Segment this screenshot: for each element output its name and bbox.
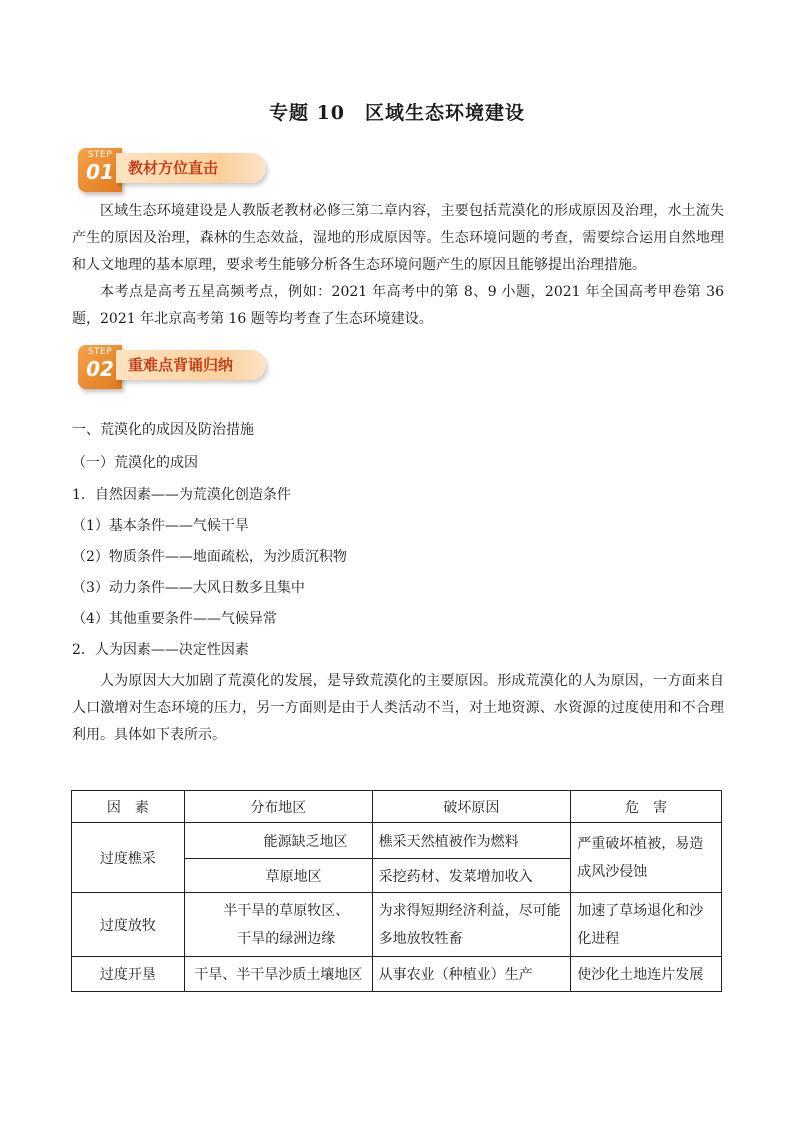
factor-cell: 过度放牧 [72,893,185,957]
step-number: 02 [86,357,114,381]
step-02-header [78,345,268,389]
column-header: 破坏原因 [372,791,571,823]
column-header: 危 害 [571,791,722,823]
factor-cell: 过度樵采 [72,823,185,893]
region-cell: 半干旱的草原牧区、干旱的绿洲边缘 [184,893,372,957]
step-heading: 教材方位直击 [128,159,219,177]
harm-cell: 严重破坏植被，易造成风沙侵蚀 [571,823,722,893]
table-row [72,893,722,957]
natural-factor-item: （1）基本条件——气候干旱 [72,518,249,534]
step-number: 01 [86,160,114,184]
harm-cell: 加速了草场退化和沙化进程 [571,893,722,957]
step-heading: 重难点背诵归纳 [128,356,234,374]
column-header: 分布地区 [184,791,372,823]
step-banner [116,350,266,380]
step-label: STEP [87,150,113,160]
natural-factors-heading: 1．自然因素——为荒漠化创造条件 [72,487,291,503]
cause-cell: 采挖药材、发菜增加收入 [372,859,571,893]
section-heading: 一、荒漠化的成因及防治措施 [72,422,254,438]
human-factors-heading: 2．人为因素——决定性因素 [72,642,249,658]
factor-cell: 过度开垦 [72,957,185,992]
subsection-heading: （一）荒漠化的成因 [72,455,198,471]
step-label: STEP [87,347,113,357]
intro-paragraph-1: 区域生态环境建设是人教版老教材必修三第二章内容，主要包括荒漠化的形成原因及治理，水土流失产生的原因及治理，森林的生态效益，湿地的形成原因等。生态环境问题的考查，需要综合运用自然地理和人文地理的基本原理，要求考生能够分析各生态环境问题产生的原因且能够提出治理措施。 [72,203,724,273]
table-row [72,957,722,992]
region-cell: 能源缺乏地区 [184,823,372,859]
table-header-row [72,791,722,823]
region-cell: 草原地区 [184,859,372,893]
column-header: 因 素 [72,791,185,823]
natural-factor-item: （3）动力条件——大风日数多且集中 [72,580,305,596]
cause-cell: 为求得短期经济利益，尽可能多地放牧牲畜 [372,893,571,957]
human-factors-paragraph: 人为原因大大加剧了荒漠化的发展，是导致荒漠化的主要原因。形成荒漠化的人为原因，一方面来自人口激增对生态环境的压力，另一方面则是由于人类活动不当，对土地资源、水资源的过度使用和不合理利用。具体如下表所示。 [72,673,724,743]
table-row [72,823,722,859]
cause-cell: 樵采天然植被作为燃料 [372,823,571,859]
harm-cell: 使沙化土地连片发展 [571,957,722,992]
region-cell: 干旱、半干旱沙质土壤地区 [184,957,372,992]
step-01-header [78,148,268,192]
intro-paragraph-2: 本考点是高考五星高频考点，例如：2021 年高考中的第 8、9 小题，2021 年全国高考甲卷第 36 题，2021 年北京高考第 16 题等均考查了生态环境建设。 [72,284,724,327]
desertification-causes-table [71,790,722,992]
natural-factor-item: （2）物质条件——地面疏松，为沙质沉积物 [72,549,347,565]
step-banner [116,153,266,183]
page-title: 专题 10 区域生态环境建设 [268,102,526,124]
natural-factor-item: （4）其他重要条件——气候异常 [72,611,277,627]
cause-cell: 从事农业（种植业）生产 [372,957,571,992]
